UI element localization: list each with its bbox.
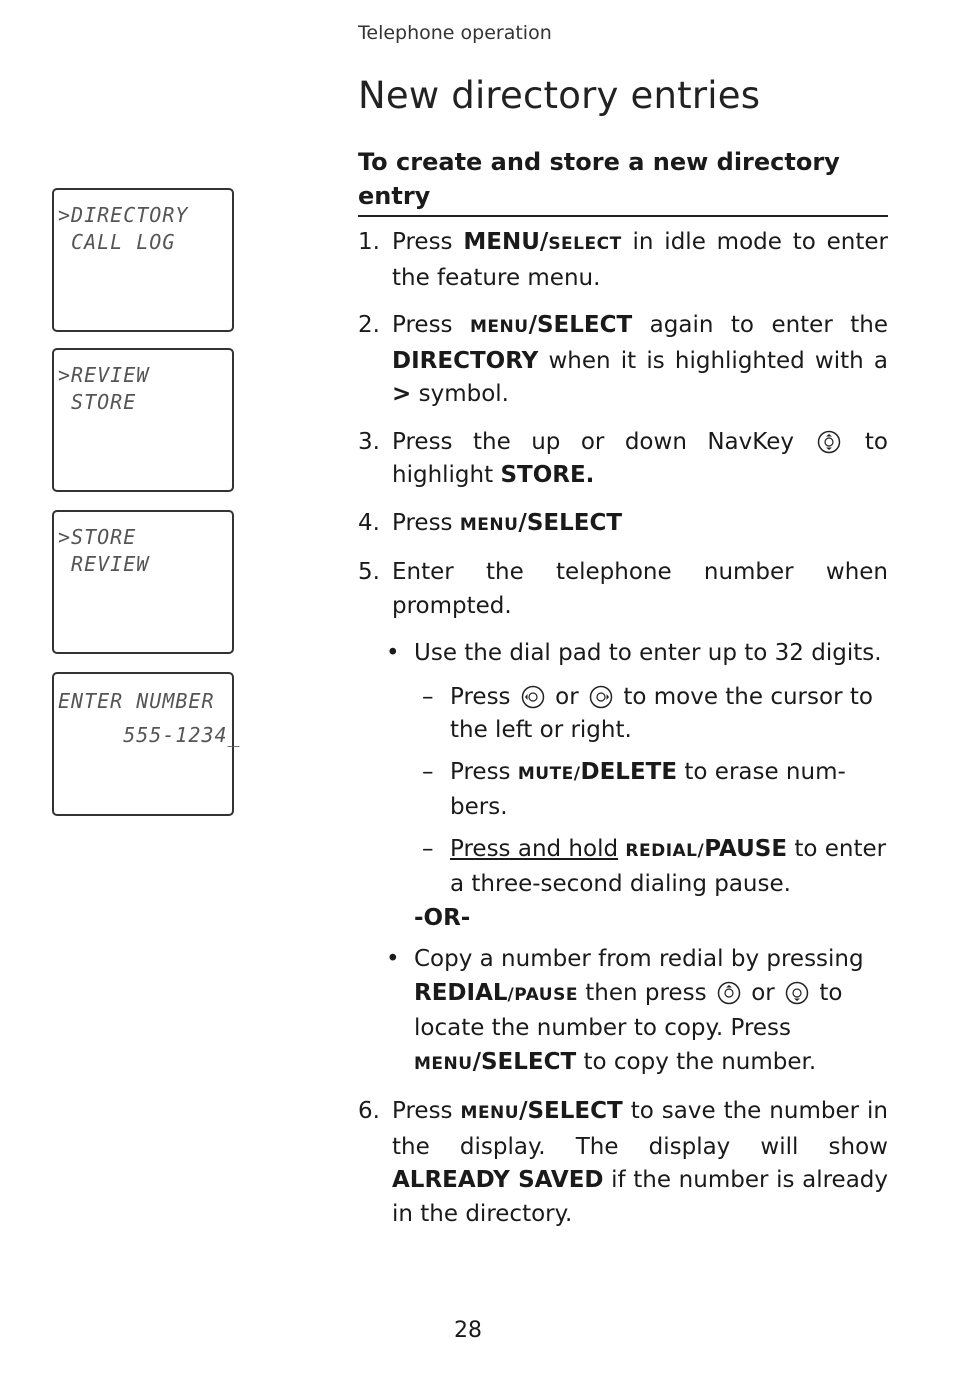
key-name: REDIAL/: [625, 840, 705, 861]
step-text: Press: [392, 509, 453, 536]
step-2: [358, 309, 888, 412]
bullet-text: to copy the number.: [583, 1048, 817, 1075]
key-name: MUTE/: [517, 763, 581, 784]
dash-text: Press: [450, 758, 511, 785]
step-number: 4.: [358, 509, 380, 536]
key-name: /PAUSE: [507, 984, 578, 1005]
navkey-left-icon: [521, 685, 545, 709]
step-number: 3.: [358, 428, 380, 455]
step-text: Enter the telephone number when prompted.: [392, 559, 888, 619]
step-text: to save the number in the display. The display will show: [392, 1098, 889, 1160]
dash-text: to erase num-bers.: [450, 758, 846, 820]
step-text: Press the up or down NavKey: [392, 428, 794, 455]
lcd-screen-review: [52, 348, 234, 492]
step-1: [358, 226, 888, 295]
bullet-mark: •: [386, 640, 400, 666]
step-3: [358, 426, 888, 493]
dash-mark: –: [422, 835, 434, 862]
key-name: /SELECT: [472, 1048, 577, 1075]
step-4: [358, 507, 888, 543]
dash-text: to move the cursor to the left or right.: [450, 683, 873, 743]
key-name: /SELECT: [519, 1098, 623, 1124]
lcd-line: >DIRECTORY: [58, 203, 189, 227]
step-text: to highlight: [392, 428, 888, 488]
key-name: REDIAL: [414, 979, 508, 1006]
section-heading: To create and store a new directory entry: [358, 145, 888, 217]
key-name: MENU: [459, 514, 519, 535]
lcd-screen-store: [52, 510, 234, 654]
key-name: STORE.: [500, 462, 595, 488]
step-text: Press: [392, 229, 453, 255]
step-text: Press: [392, 1098, 453, 1124]
navkey-right-icon: [589, 685, 613, 709]
key-name: SELECT: [548, 234, 622, 254]
lcd-line: 555-1234_: [58, 723, 241, 747]
step-6: [358, 1095, 888, 1231]
bullet-text: or: [751, 979, 775, 1006]
lcd-screen-directory: [52, 188, 234, 332]
navkey-up-icon: [717, 981, 741, 1005]
key-name: /SELECT: [528, 312, 633, 338]
step-number: 2.: [358, 312, 380, 338]
dash-mark: –: [422, 683, 434, 710]
lcd-line: REVIEW: [58, 552, 150, 576]
lcd-line: CALL LOG: [58, 230, 176, 254]
dash-text: Press: [450, 683, 511, 710]
key-name: MENU: [414, 1053, 473, 1074]
dash-move-cursor: [358, 681, 888, 748]
key-name: MENU: [470, 317, 529, 337]
bullet-text: to locate the number to copy. Press: [414, 979, 843, 1041]
key-name: ALREADY SAVED: [392, 1167, 604, 1193]
step-text: again to enter the: [649, 312, 888, 338]
lcd-screen-enter-number: [52, 672, 241, 816]
dash-pause: [358, 833, 888, 902]
key-name: DIRECTORY: [392, 347, 539, 374]
dash-text: to enter a three-second dialing pause.: [450, 835, 887, 897]
step-number: 6.: [358, 1098, 380, 1124]
navkey-up-down-icon: [817, 430, 841, 454]
bullet-copy-redial: [358, 943, 888, 1081]
dash-text: or: [555, 683, 579, 710]
step-text: in idle mode to enter the feature menu.: [392, 229, 888, 291]
running-header: Telephone operation: [358, 22, 552, 44]
bullet-text: Copy a number from redial by pressing: [414, 946, 864, 972]
or-separator: -OR-: [414, 904, 471, 931]
dash-erase: [358, 756, 888, 825]
step-text: when it is highlighted with a: [548, 347, 888, 374]
page-title: New directory entries: [358, 74, 761, 117]
navkey-down-icon: [785, 981, 809, 1005]
key-name: MENU: [460, 1103, 520, 1123]
step-text: if the number is already in the directory.: [392, 1167, 888, 1227]
lcd-line: >STORE: [58, 525, 137, 549]
step-number: 1.: [358, 229, 380, 255]
step-text: Press: [392, 312, 453, 338]
step-text: symbol.: [418, 381, 509, 407]
bullet-text: then press: [585, 979, 707, 1006]
dash-text: Press and hold: [450, 835, 619, 862]
instructions: [358, 226, 888, 1245]
page-number: 28: [454, 1318, 482, 1343]
step-number: 5.: [358, 559, 380, 585]
lcd-line: ENTER NUMBER: [58, 689, 215, 713]
key-name: MENU/: [463, 229, 549, 255]
dash-mark: –: [422, 758, 434, 785]
bullet-mark: •: [386, 946, 400, 972]
bullet-dial-pad: [358, 637, 888, 671]
lcd-line: STORE: [58, 390, 137, 414]
symbol: >: [392, 381, 412, 407]
step-5: [358, 556, 888, 623]
bullet-text: Use the dial pad to enter up to 32 digits.: [414, 640, 882, 666]
key-name: DELETE: [580, 758, 678, 785]
key-name: PAUSE: [704, 835, 788, 862]
lcd-line: >REVIEW: [58, 363, 150, 387]
key-name: /SELECT: [518, 509, 623, 536]
